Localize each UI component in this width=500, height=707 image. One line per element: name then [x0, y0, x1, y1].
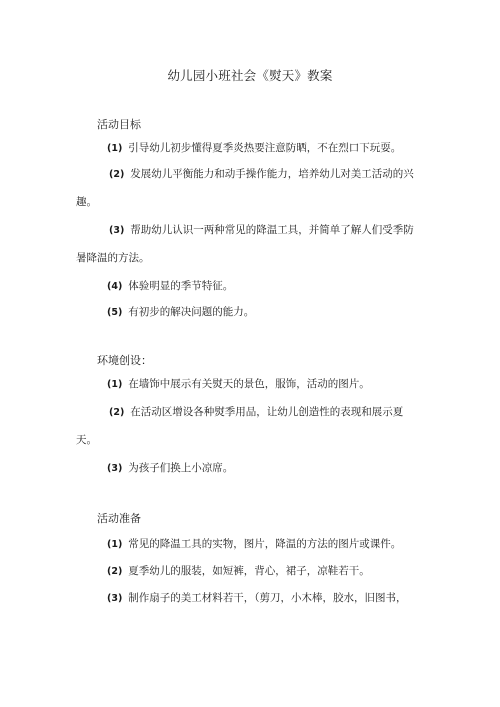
section-heading-preparation: 活动准备	[97, 512, 141, 525]
item-number: (3)	[109, 225, 125, 236]
list-item	[107, 456, 233, 481]
item-text: 引导幼儿初步懂得夏季炎热要注意防晒，不在烈口下玩耍。	[128, 142, 402, 154]
item-text: 帮助幼儿认识一两种常见的降温工具，并简单了解人们受季防	[130, 224, 414, 236]
list-item	[109, 400, 403, 425]
item-text-continuation: 天。	[76, 434, 97, 446]
list-item	[109, 218, 414, 243]
item-number: (3)	[107, 593, 123, 604]
list-item	[107, 300, 254, 325]
item-number: (5)	[107, 307, 123, 318]
list-item	[107, 274, 233, 299]
document-title: 幼儿园小班社会《熨天》教案	[167, 68, 333, 83]
item-number: (4)	[107, 281, 123, 292]
item-text-continuation: 趣。	[76, 196, 97, 208]
list-item	[109, 162, 414, 187]
item-number: (1)	[107, 379, 123, 390]
list-item	[107, 559, 370, 584]
section-heading-goals: 活动目标	[97, 118, 141, 131]
item-text: 常见的降温工具的实物，图片，降温的方法的图片或课件。	[128, 538, 402, 550]
item-number: (1)	[107, 539, 123, 550]
item-number: (1)	[107, 143, 123, 154]
item-text: 有初步的解决问题的能力。	[128, 306, 255, 318]
section-heading-environment: 环境创设：	[97, 354, 152, 367]
item-text: 为孩子们换上小凉席。	[128, 462, 234, 474]
item-text: 夏季幼儿的服装，如短裤，背心，裙子，凉鞋若干。	[128, 565, 370, 577]
item-number: (3)	[107, 463, 123, 474]
list-item	[107, 532, 401, 557]
list-item	[107, 372, 370, 397]
item-text: 制作扇子的美工材料若干，（剪刀，小木棒，胶水，旧图书，	[128, 592, 407, 604]
item-number: (2)	[107, 566, 123, 577]
item-text: 发展幼儿平衡能力和动手操作能力，培养幼儿对美工活动的兴	[130, 168, 414, 180]
list-item	[107, 136, 401, 161]
list-item	[107, 586, 407, 611]
item-text: 在活动区增设各种熨季用品，让幼儿创造性的表现和展示夏	[130, 406, 404, 418]
item-number: (2)	[109, 169, 125, 180]
item-number: (2)	[109, 407, 125, 418]
item-text: 在墙饰中展示有关熨天的景色，服饰，活动的图片。	[128, 378, 370, 390]
item-text: 体验明显的季节特征。	[128, 280, 234, 292]
item-text-continuation: 暑降温的方法。	[76, 252, 150, 264]
